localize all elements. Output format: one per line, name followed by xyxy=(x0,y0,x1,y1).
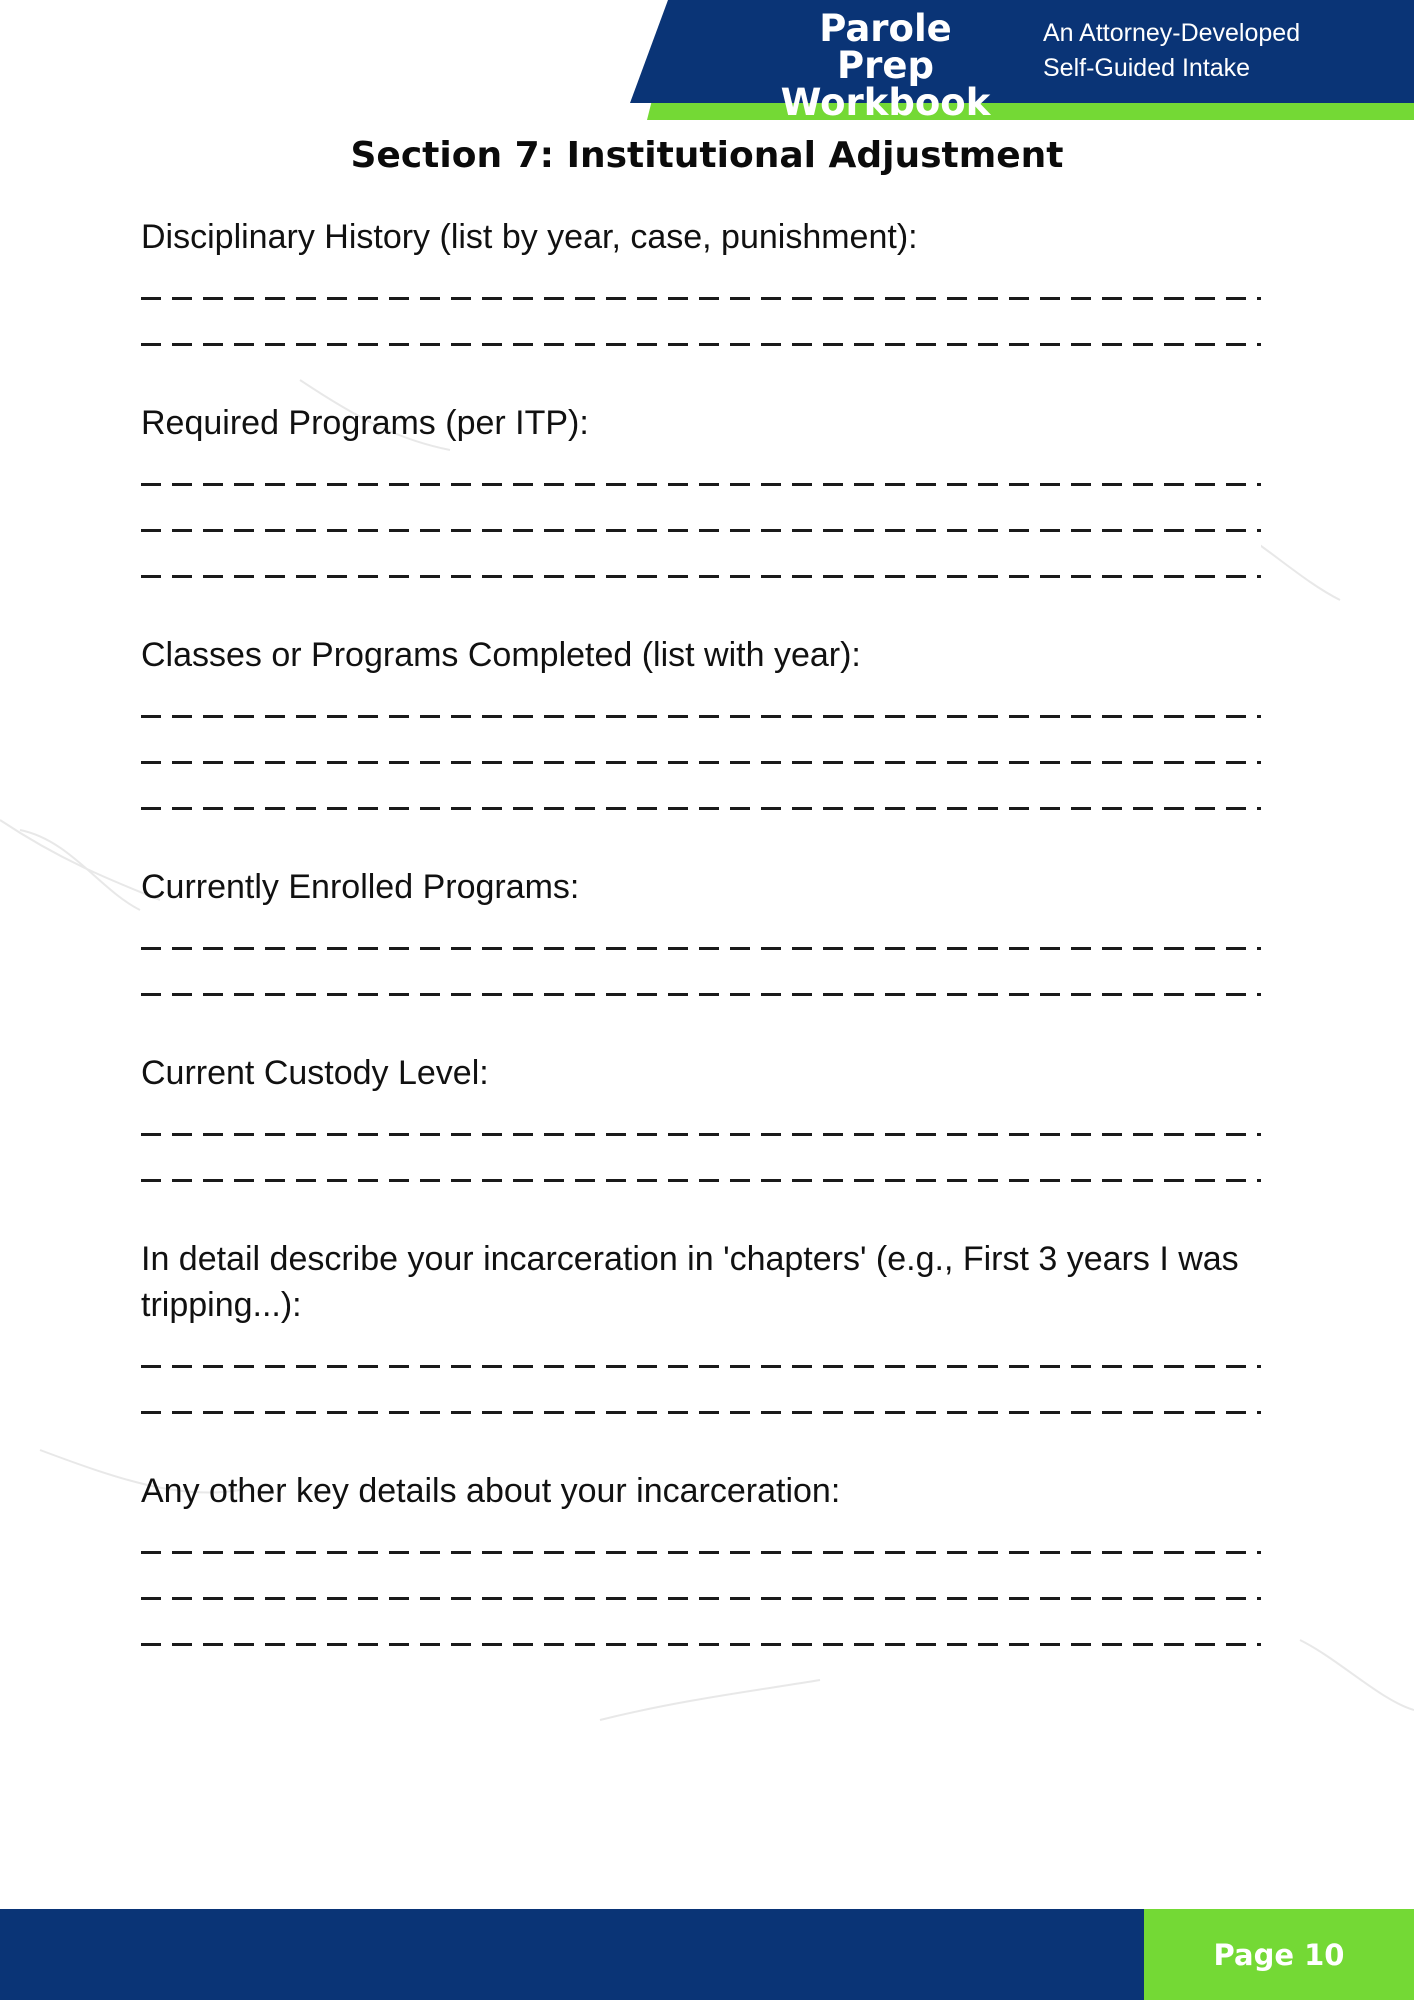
field-required-programs xyxy=(141,400,1261,598)
field-label: Currently Enrolled Programs: xyxy=(141,868,580,906)
answer-line[interactable] xyxy=(141,1110,1261,1156)
field-label: In detail describe your incarceration in 'chapters' (e.g., First 3 years I was tripping...): xyxy=(141,1240,1239,1324)
answer-line[interactable] xyxy=(141,506,1261,552)
section-title: Section 7: Institutional Adjustment xyxy=(350,135,1064,176)
field-label: Current Custody Level: xyxy=(141,1054,489,1092)
answer-line[interactable] xyxy=(141,924,1261,970)
answer-line[interactable] xyxy=(141,738,1261,784)
field-label: Disciplinary History (list by year, case, punishment): xyxy=(141,218,918,256)
answer-line[interactable] xyxy=(141,692,1261,738)
field-classes-completed xyxy=(141,632,1261,830)
field-label: Any other key details about your incarceration: xyxy=(141,1472,841,1510)
answer-line[interactable] xyxy=(141,1620,1261,1666)
answer-line[interactable] xyxy=(141,784,1261,830)
field-other-details xyxy=(141,1468,1261,1666)
field-label: Required Programs (per ITP): xyxy=(141,404,589,442)
field-custody-level xyxy=(141,1050,1261,1202)
brand-tagline: An Attorney-Developed Self-Guided Intake xyxy=(1043,19,1301,82)
field-incarceration-chapters xyxy=(141,1236,1261,1434)
field-disciplinary-history xyxy=(141,214,1261,366)
answer-line[interactable] xyxy=(141,1342,1261,1388)
answer-line[interactable] xyxy=(141,460,1261,506)
answer-line[interactable] xyxy=(141,1528,1261,1574)
field-label: Classes or Programs Completed (list with year): xyxy=(141,636,861,674)
footer-bar xyxy=(0,1909,1144,2000)
answer-line[interactable] xyxy=(141,320,1261,366)
answer-line[interactable] xyxy=(141,552,1261,598)
answer-line[interactable] xyxy=(141,1574,1261,1620)
answer-line[interactable] xyxy=(141,274,1261,320)
footer-page-box xyxy=(1144,1909,1414,2000)
brand-title: Parole Prep Workbook xyxy=(780,7,991,124)
answer-line[interactable] xyxy=(141,1388,1261,1434)
field-currently-enrolled xyxy=(141,864,1261,1016)
answer-line[interactable] xyxy=(141,1156,1261,1202)
answer-line[interactable] xyxy=(141,970,1261,1016)
page-number: Page 10 xyxy=(1213,1937,1345,1972)
